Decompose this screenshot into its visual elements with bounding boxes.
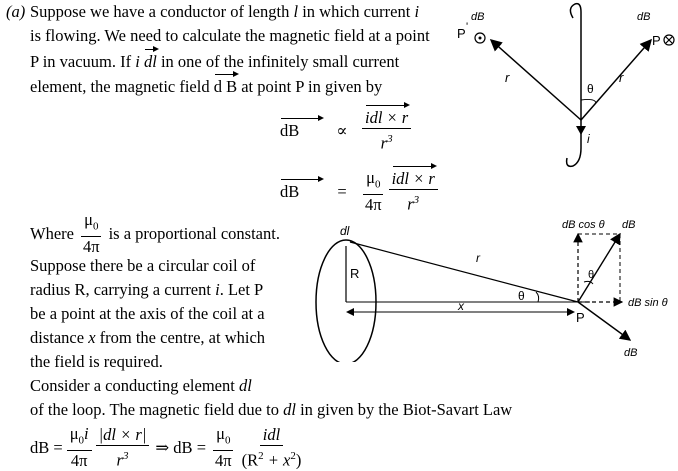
radius-label: R (350, 266, 360, 281)
current-label: i (587, 132, 590, 146)
intro-line-2: is flowing. We need to calculate the magnetic field at a point (30, 26, 430, 45)
r-line (350, 242, 578, 302)
figure-current-element (455, 0, 678, 200)
current-arrow (576, 126, 586, 135)
figure-circular-coil (300, 212, 678, 362)
theta-label-coil: θ (518, 289, 525, 303)
intro-line-3: P in vacuum. If i dl in one of the infinitely small current (30, 52, 400, 71)
db-cos-label: dB cos θ (562, 219, 605, 231)
equation-biot-savart: dB = $\frac{\mu_0}{4\pi}$ $\frac{\text{idl × r}}{r^3}$ (280, 168, 438, 215)
svg-text:': ' (466, 21, 469, 33)
part-label: (a) (6, 2, 26, 21)
db-bottom-label: dB (624, 347, 638, 359)
intro-line-1: Suppose we have a conductor of length l in which current i (30, 2, 420, 21)
para2-line-1: Suppose there be a circular coil of (30, 256, 256, 275)
para2-line-5: the field is required. (30, 352, 163, 371)
theta-label: θ (587, 82, 594, 96)
theta-label-p: θ (588, 269, 595, 281)
r-label: r (476, 251, 480, 265)
r-left-label: r (505, 70, 510, 85)
db-r-direction (578, 302, 630, 340)
para2-line-3: be a point at the axis of the coil at a (30, 304, 265, 323)
wire-curve (567, 4, 581, 167)
dl-label: dl (340, 224, 350, 238)
para2-line-6: Consider a conducting element dl (30, 376, 252, 395)
db-left-label: dB (471, 11, 485, 23)
theta-arc-coil (536, 292, 539, 302)
db-resultant (578, 234, 620, 302)
para2-line-2: radius R, carrying a current i. Let P (30, 280, 264, 299)
equation-proportional: dB ∝ $\frac{\text{idl × r}}{r^3}$ (280, 108, 411, 154)
para2-line-7: of the loop. The magnetic field due to dl in given by the Biot-Savart Law (30, 400, 513, 419)
p-left-label: P (457, 26, 466, 41)
where-line: Where $\frac{\mu_0}{4\pi}$ is a proportional constant. (30, 210, 280, 257)
x-label: x (458, 299, 464, 313)
intro-line-4: element, the magnetic field d B at point P in given by (30, 77, 383, 96)
para2-line-4: distance x from the centre, at which (30, 328, 266, 347)
r-right-label: r (619, 70, 624, 85)
db-sin-label: dB sin θ (628, 297, 668, 309)
theta-arc (581, 99, 596, 103)
db-right-label: dB (637, 11, 651, 23)
equation-final: dB = $\frac{\mu_0i}{4\pi}$ $\frac{|dl \times r|}{r^3}$ ⇒ dB = $\frac{\mu_0}{4\pi}$ $\frac{\text{idl}}{(R^2 + x^2)}$ (30, 424, 302, 471)
point-p-label: P (576, 310, 585, 325)
db-top-label: dB (622, 219, 636, 231)
r-vector-right (581, 40, 651, 120)
p-right-label: P (652, 33, 661, 48)
